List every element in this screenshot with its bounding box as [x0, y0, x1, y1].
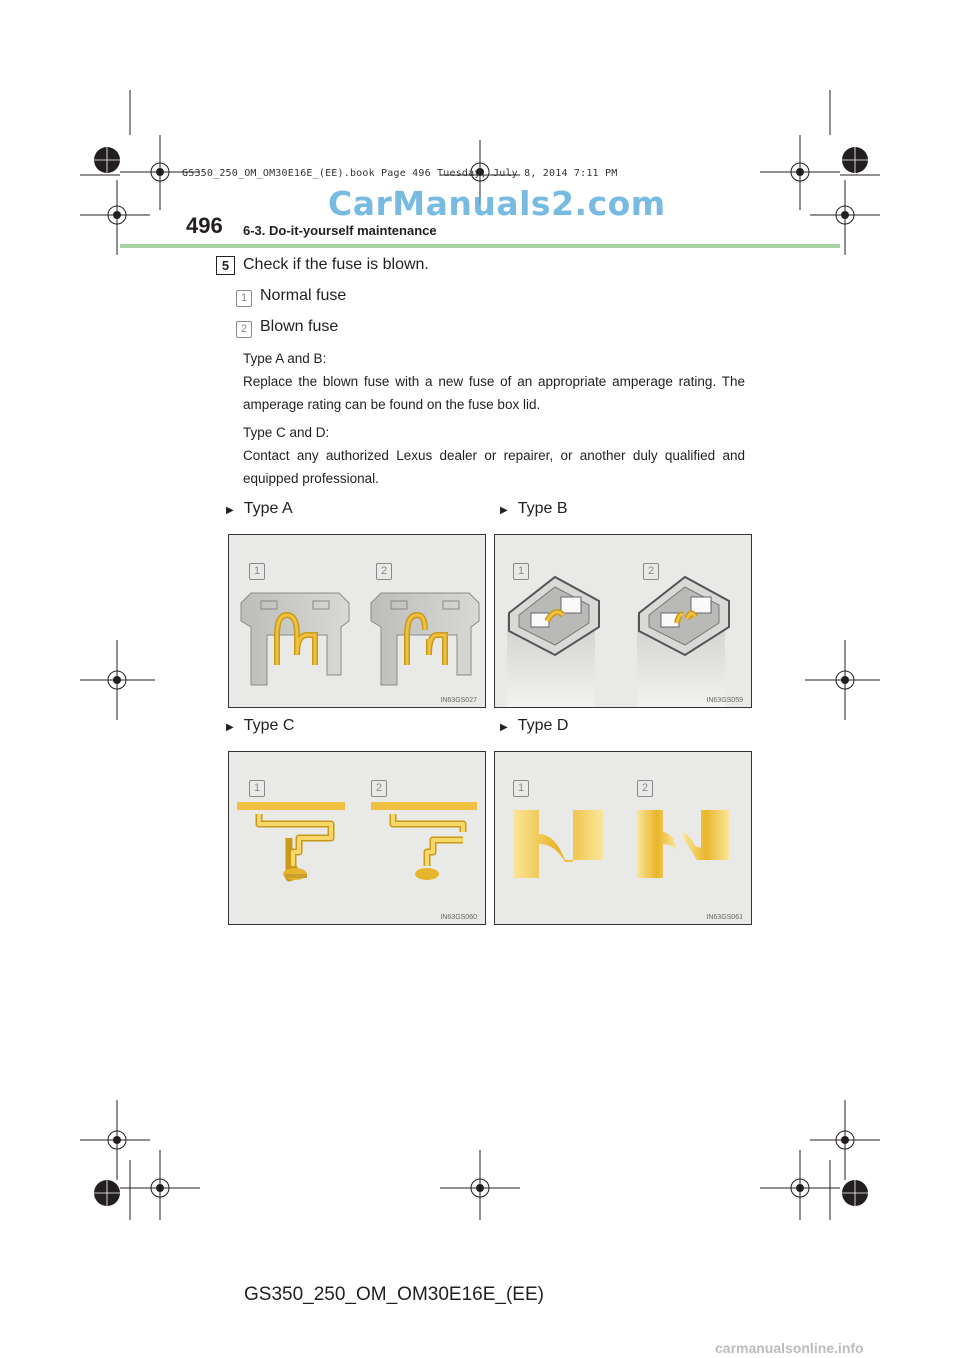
figure-type-a — [228, 534, 486, 708]
figure-d-code: IN63GS061 — [706, 914, 743, 921]
page-number: 496 — [186, 213, 223, 238]
figure-a-marker-1: 1 — [249, 563, 265, 580]
figure-type-c — [228, 751, 486, 925]
fuse-type-d-illustration — [495, 752, 751, 924]
fuse-type-c-illustration — [229, 752, 485, 924]
type-b-label: ▶ Type B — [500, 500, 568, 517]
figure-b-marker-2: 2 — [643, 563, 659, 580]
type-c-label: ▶ Type C — [226, 717, 295, 734]
figure-c-marker-1: 1 — [249, 780, 265, 797]
type-ab-heading: Type A and B: — [243, 351, 327, 366]
type-d-label: ▶ Type D — [500, 717, 569, 734]
header-rule — [120, 244, 840, 248]
footer-doc-code: GS350_250_OM_OM30E16E_(EE) — [244, 1284, 544, 1305]
figure-d-marker-1: 1 — [513, 780, 529, 797]
figure-a-code: IN63GS027 — [440, 697, 477, 704]
fuse-type-a-illustration — [229, 535, 485, 707]
item-blown-fuse: Blown fuse — [260, 318, 339, 335]
figure-type-b — [494, 534, 752, 708]
section-title: 6-3. Do-it-yourself maintenance — [243, 223, 437, 238]
triangle-bullet-icon: ▶ — [226, 505, 234, 516]
triangle-bullet-icon: ▶ — [500, 505, 508, 516]
item-normal-fuse: Normal fuse — [260, 287, 347, 304]
type-a-label: ▶ Type A — [226, 500, 293, 517]
figure-c-code: IN63GS060 — [440, 914, 477, 921]
figure-type-d — [494, 751, 752, 925]
type-cd-text: Contact any authorized Lexus dealer or repairer, or another duly qualified and equipped professional. — [243, 448, 745, 486]
item-number-1: 1 — [236, 290, 252, 307]
watermark-top: CarManuals2.com — [328, 184, 666, 223]
figure-b-code: IN63GS059 — [706, 697, 743, 704]
figure-a-marker-2: 2 — [376, 563, 392, 580]
step-number-badge: 5 — [216, 256, 235, 275]
triangle-bullet-icon: ▶ — [500, 722, 508, 733]
fuse-type-b-illustration — [495, 535, 751, 707]
file-stamp: GS350_250_OM_OM30E16E_(EE).book Page 496 Tuesday, July 8, 2014 7:11 PM — [182, 168, 618, 179]
figure-b-marker-1: 1 — [513, 563, 529, 580]
figure-c-marker-2: 2 — [371, 780, 387, 797]
step-text: Check if the fuse is blown. — [243, 256, 429, 273]
watermark-bottom: carmanualsonline.info — [715, 1340, 864, 1356]
triangle-bullet-icon: ▶ — [226, 722, 234, 733]
item-number-2: 2 — [236, 321, 252, 338]
figure-d-marker-2: 2 — [637, 780, 653, 797]
type-cd-heading: Type C and D: — [243, 425, 330, 440]
type-ab-text: Replace the blown fuse with a new fuse of an appropriate amperage rating. The amperage rating can be found on the fuse box lid. — [243, 374, 745, 412]
